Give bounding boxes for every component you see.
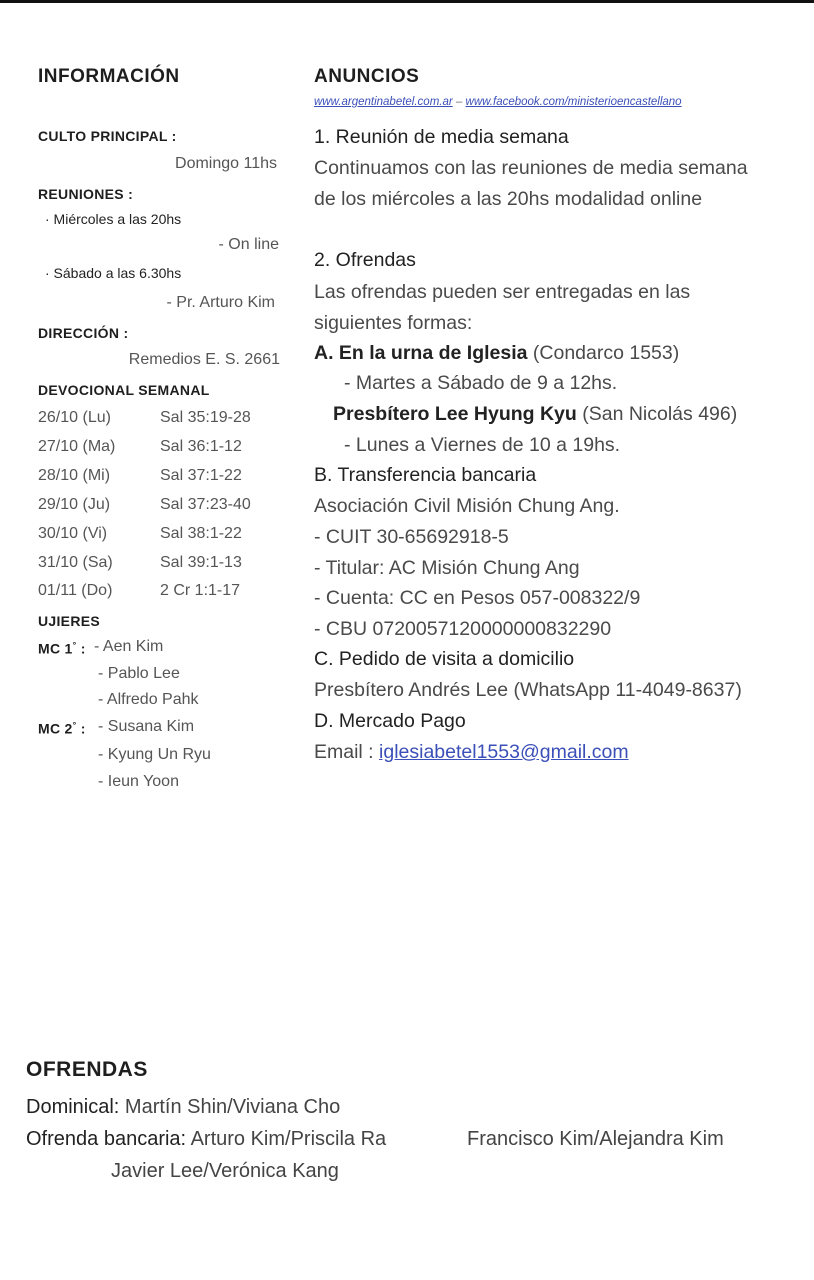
devocional-date: 29/10 (Ju): [38, 496, 111, 513]
mc2-usher: - Ieun Yoon: [98, 773, 179, 790]
mc2-usher: - Susana Kim: [98, 718, 195, 735]
mc1-usher: - Alfredo Pahk: [98, 691, 199, 708]
mc1-usher: - Aen Kim: [94, 638, 164, 655]
reunion-2: · Sábado a las 6.30hs: [45, 265, 182, 281]
ujieres-label: UJIERES: [38, 613, 101, 629]
mc2-label: MC 2° :: [38, 720, 86, 737]
bank-line: Asociación Civil Misión Chung Ang.: [314, 495, 620, 517]
reuniones-label: REUNIONES :: [38, 186, 134, 202]
bank-line: - Cuenta: CC en Pesos 057-008322/9: [314, 587, 641, 609]
mc1-label: MC 1° :: [38, 640, 86, 657]
dominical-line: Dominical: Martín Shin/Viviana Cho: [26, 1096, 341, 1118]
devocional-ref: 2 Cr 1:1-17: [160, 582, 241, 599]
website-link[interactable]: www.argentinabetel.com.ar: [314, 96, 453, 108]
option-c-title: C. Pedido de visita a domicilio: [314, 648, 575, 670]
devocional-date: 30/10 (Vi): [38, 525, 108, 542]
devocional-date: 28/10 (Mi): [38, 467, 111, 484]
section-1-line: Continuamos con las reuniones de media semana: [314, 157, 748, 179]
option-c-line: Presbítero Andrés Lee (WhatsApp 11-4049-8637): [314, 679, 742, 701]
culto-label: CULTO PRINCIPAL :: [38, 128, 177, 144]
devocional-date: 27/10 (Ma): [38, 438, 116, 455]
bank-line: - CBU 0720057120000000832290: [314, 618, 612, 640]
facebook-link[interactable]: www.facebook.com/ministerioencastellano: [465, 96, 682, 108]
info-title: INFORMACIÓN: [38, 66, 180, 87]
option-a: A. En la urna de Iglesia (Condarco 1553): [314, 342, 680, 364]
devocional-ref: Sal 39:1-13: [160, 554, 242, 571]
option-b-title: B. Transferencia bancaria: [314, 464, 537, 486]
devocional-label: DEVOCIONAL SEMANAL: [38, 382, 210, 398]
bancaria-line-3: Javier Lee/Verónica Kang: [111, 1160, 339, 1182]
top-border: [0, 0, 814, 3]
bancaria-line: Ofrenda bancaria: Arturo Kim/Priscila Ra: [26, 1128, 387, 1150]
mc1-usher: - Pablo Lee: [98, 665, 180, 682]
section-1-line: de los miércoles a las 20hs modalidad online: [314, 188, 703, 210]
anuncios-title: ANUNCIOS: [314, 66, 420, 87]
culto-value: Domingo 11hs: [175, 155, 277, 172]
devocional-date: 26/10 (Lu): [38, 409, 111, 426]
option-d-title: D. Mercado Pago: [314, 710, 466, 732]
reunion-1: · Miércoles a las 20hs: [45, 211, 182, 227]
anuncios-links: www.argentinabetel.com.ar – www.facebook.com/ministerioencastellano: [314, 96, 682, 108]
devocional-date: 31/10 (Sa): [38, 554, 113, 571]
option-presbitero: Presbítero Lee Hyung Kyu (San Nicolás 496): [333, 403, 738, 425]
devocional-ref: Sal 37:1-22: [160, 467, 242, 484]
direccion-value: Remedios E. S. 2661: [128, 351, 280, 368]
option-presbitero-detail: - Lunes a Viernes de 10 a 19hs.: [344, 434, 621, 456]
reunion-1-detail: - On line: [218, 236, 279, 253]
email-link[interactable]: iglesiabetel1553@gmail.com: [379, 741, 629, 763]
option-a-detail: - Martes a Sábado de 9 a 12hs.: [344, 372, 618, 394]
section-2-line: siguientes formas:: [314, 312, 473, 334]
mc2-usher: - Kyung Un Ryu: [98, 746, 211, 763]
ofrendas-title: OFRENDAS: [26, 1058, 148, 1081]
devocional-ref: Sal 36:1-12: [160, 438, 242, 455]
devocional-ref: Sal 35:19-28: [160, 409, 251, 426]
section-1-title: 1. Reunión de media semana: [314, 126, 569, 148]
devocional-date: 01/11 (Do): [38, 582, 113, 599]
option-d-email: Email : iglesiabetel1553@gmail.com: [314, 741, 629, 763]
devocional-ref: Sal 38:1-22: [160, 525, 242, 542]
section-2-title: 2. Ofrendas: [314, 249, 416, 271]
direccion-label: DIRECCIÓN :: [38, 325, 129, 341]
devocional-ref: Sal 37:23-40: [160, 496, 251, 513]
reunion-2-detail: - Pr. Arturo Kim: [166, 294, 275, 311]
bank-line: - CUIT 30-65692918-5: [314, 526, 509, 548]
bancaria-line-2: Francisco Kim/Alejandra Kim: [467, 1128, 724, 1150]
bank-line: - Titular: AC Misión Chung Ang: [314, 557, 580, 579]
section-2-line: Las ofrendas pueden ser entregadas en las: [314, 281, 691, 303]
